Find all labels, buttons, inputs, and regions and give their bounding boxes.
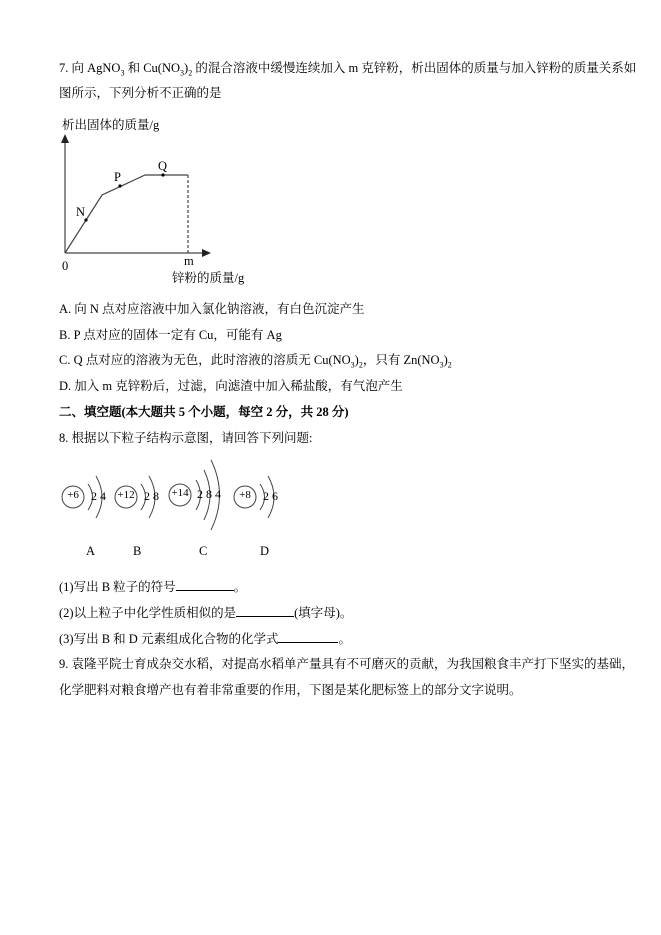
atom-label-d: D: [260, 544, 270, 558]
text: (2)以上粒子中化学性质相似的是: [59, 606, 237, 620]
xtick-m: m: [184, 254, 194, 268]
chart-xlabel: 锌粉的质量/g: [172, 271, 245, 285]
q8-sub2: [59, 603, 352, 621]
nucleus-d: +8: [239, 489, 251, 501]
text: (3)写出 B 和 D 元素组成化合物的化学式: [59, 632, 279, 646]
shell: 8: [153, 489, 159, 503]
shell: 2: [91, 489, 97, 503]
label-p: P: [114, 170, 121, 184]
q9-line2: 化学肥料对粮食增产也有着非常重要的作用，下图是某化肥标签上的部分文字说明。: [59, 683, 522, 697]
text: 。: [233, 580, 247, 594]
label-q: Q: [158, 159, 168, 173]
shell: 2: [263, 489, 269, 503]
text: (1)写出 B 粒子的符号: [59, 580, 176, 594]
shells-a: [91, 489, 106, 504]
q8-stem: 8. 根据以下粒子结构示意图，请回答下列问题:: [59, 431, 313, 445]
sub: 3: [120, 68, 125, 78]
option-d: D. 加入 m 克锌粉后，过滤，向滤渣中加入稀盐酸，有气泡产生: [59, 379, 403, 393]
nucleus-b: +12: [117, 489, 135, 501]
sub: 2: [188, 68, 193, 78]
sub: 3: [350, 360, 355, 370]
q9-line1: 9. 袁隆平院士育成杂交水稻，对提高水稻单产量具有不可磨灭的贡献，为我国粮食丰产打下坚实的基础，: [59, 657, 635, 671]
sub: 3: [439, 360, 444, 370]
label-n: N: [76, 205, 86, 219]
chart-ylabel: 析出固体的质量/g: [62, 118, 160, 132]
shell: 8: [206, 487, 212, 501]
option-b: B. P 点对应的固体一定有 Cu，可能有 Ag: [59, 328, 282, 342]
q8-sub3: [59, 629, 351, 647]
section-heading: 二、填空题(本大题共 5 个小题，每空 2 分，共 28 分): [59, 405, 349, 419]
shells-b: [144, 489, 159, 504]
text: 。: [338, 632, 351, 646]
text: ，只有 Zn(NO: [362, 353, 440, 367]
q7-stem-line2: 图所示，下列分析不正确的是: [59, 86, 222, 100]
shell: 2: [144, 489, 150, 503]
shell: 4: [100, 489, 106, 503]
nucleus-a: +6: [67, 489, 79, 501]
answer-blank[interactable]: [278, 630, 338, 643]
y-arrow-icon: [61, 134, 69, 143]
option-c: C. Q 点对应的溶液为无色，此时溶液的溶质无 $Cu(NO_3)_2$，只有 $Zn(NO_3)_2$: [59, 353, 452, 370]
origin-label: 0: [62, 259, 69, 273]
text: 7. 向 AgNO: [59, 61, 121, 75]
atom-label-b: B: [133, 544, 142, 558]
sub: 3: [180, 68, 185, 78]
atom-label-a: A: [86, 544, 96, 558]
shell: 2: [197, 487, 203, 501]
text: C. Q 点对应的溶液为无色，此时溶液的溶质无 Cu(NO: [59, 353, 351, 367]
nucleus-c: +14: [171, 487, 189, 499]
q8-sub1: [59, 577, 246, 595]
q7-stem-line1: 7. 向 AgNO$_3$ 和 $Cu(NO_3)_2$ 的混合溶液中缓慢连续加入 m 克锌粉，析出固体的质量与加入锌粉的质量关系如: [59, 61, 637, 78]
shells-d: [263, 489, 278, 504]
shells-c: [197, 487, 221, 502]
shell: 4: [215, 487, 221, 501]
text: (填字母)。: [294, 606, 353, 620]
sub: 2: [358, 360, 363, 370]
sub: 2: [447, 360, 452, 370]
answer-blank[interactable]: [176, 578, 234, 591]
x-arrow-icon: [202, 249, 211, 257]
answer-blank[interactable]: [236, 604, 294, 617]
text: 的混合溶液中缓慢连续加入 m 克锌粉，析出固体的质量与加入锌粉的质量关系如: [192, 61, 637, 75]
option-a: A. 向 N 点对应溶液中加入氯化钠溶液，有白色沉淀产生: [59, 302, 365, 316]
atom-label-c: C: [199, 544, 208, 558]
shell: 6: [272, 489, 278, 503]
text: 和 Cu(NO: [124, 61, 181, 75]
